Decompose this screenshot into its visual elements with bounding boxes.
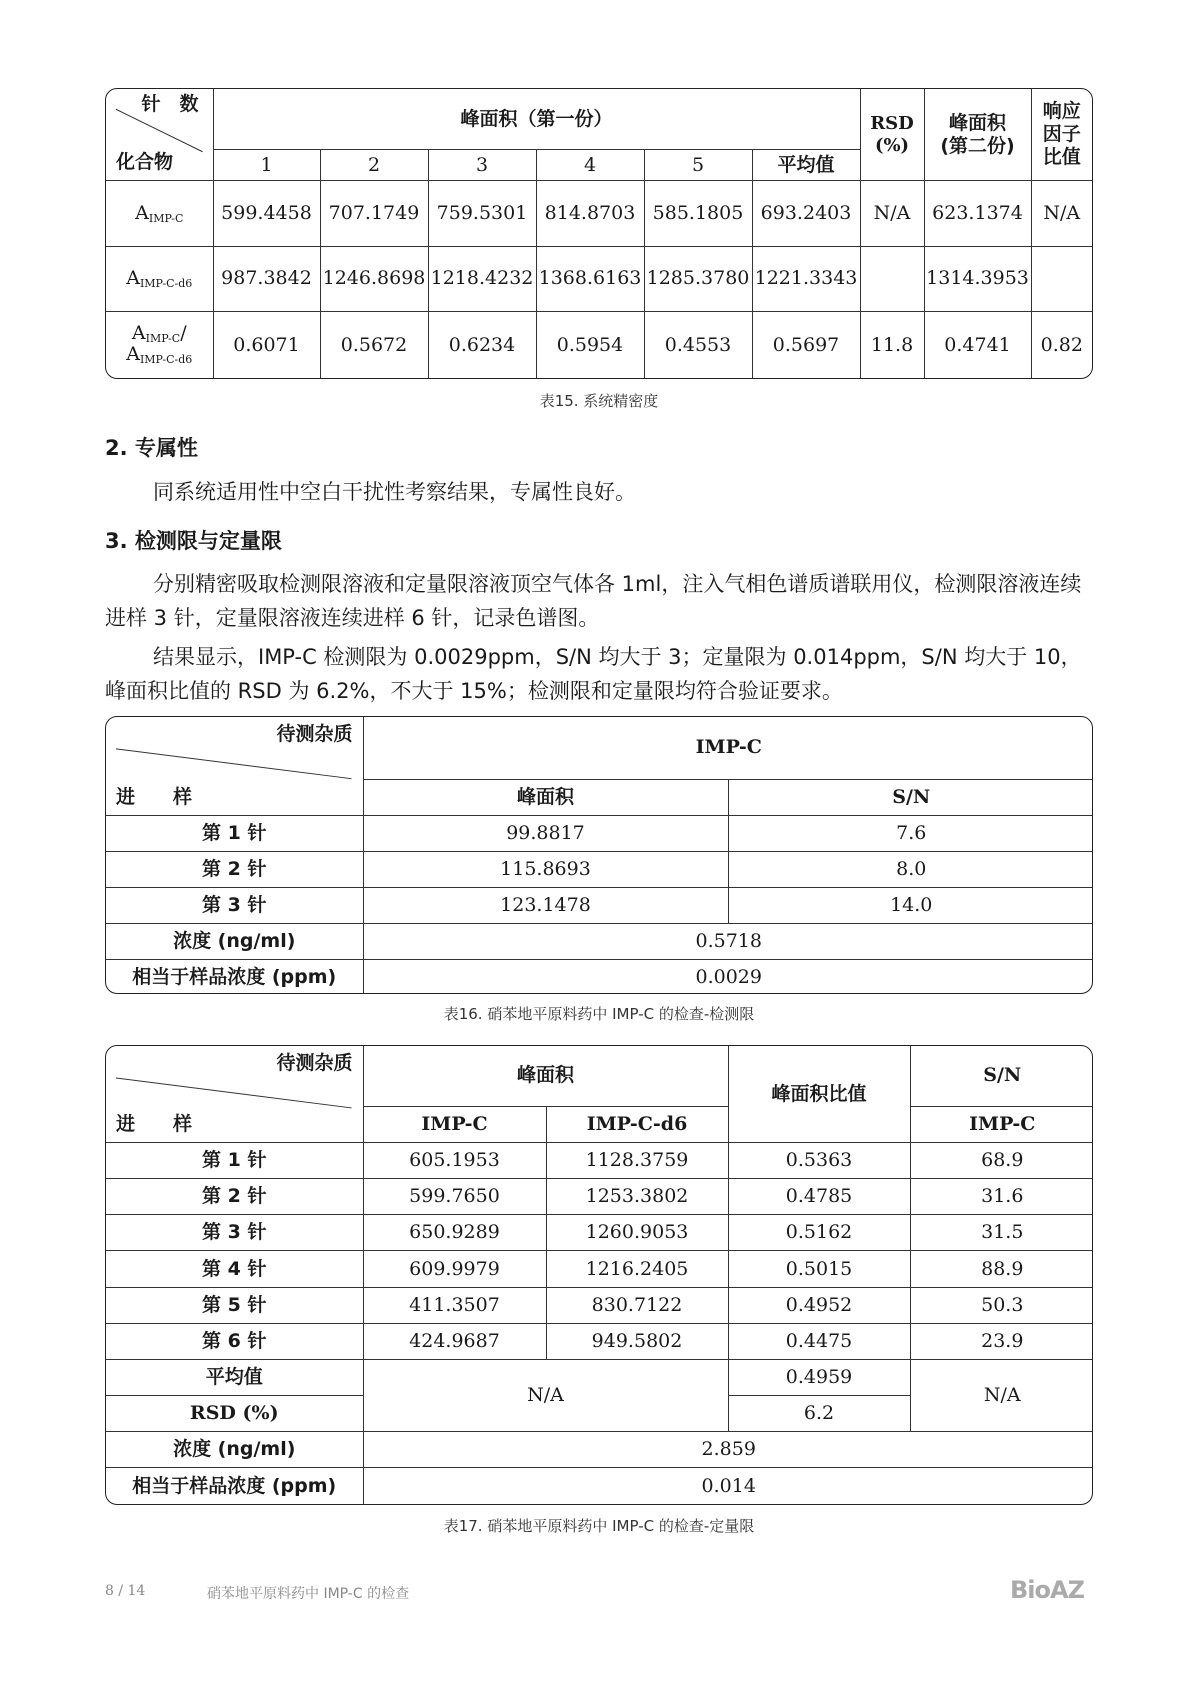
value-cell: 1218.4232 bbox=[428, 246, 536, 311]
rsd-value: 6.2 bbox=[728, 1396, 910, 1432]
value-cell: 1368.6163 bbox=[536, 246, 644, 311]
table-caption: 表15. 系统精密度 bbox=[539, 392, 659, 410]
response-cell: N/A bbox=[1031, 181, 1092, 246]
table-row bbox=[106, 815, 1093, 851]
table-row bbox=[106, 311, 1092, 378]
corner-top-label: 待测杂质 bbox=[276, 723, 353, 745]
group-header: IMP-C bbox=[363, 717, 1093, 779]
inj-header: 3 bbox=[428, 149, 536, 180]
value-cell: 599.4458 bbox=[213, 181, 320, 246]
peak2-cell: 0.4741 bbox=[924, 311, 1031, 378]
table-row bbox=[106, 181, 1092, 246]
sn-header: S/N bbox=[910, 1046, 1093, 1106]
sn-cell: 23.9 bbox=[910, 1323, 1093, 1359]
ratio-cell: 0.4475 bbox=[728, 1323, 910, 1359]
row-label: 浓度 (ng/ml) bbox=[106, 923, 363, 959]
row-label: 第 2 针 bbox=[106, 851, 363, 887]
impc-cell: 605.1953 bbox=[363, 1142, 546, 1178]
impc-cell: 599.7650 bbox=[363, 1179, 546, 1215]
paragraph: 同系统适用性中空白干扰性考察结果，专属性良好。 bbox=[153, 480, 636, 504]
group-header: 峰面积（第一份） bbox=[213, 89, 860, 149]
impc-cell: 650.9289 bbox=[363, 1215, 546, 1251]
corner-bottom-label: 进 样 bbox=[116, 785, 193, 808]
paragraph: 分别精密吸取检测限溶液和定量限溶液顶空气体各 1ml，注入气相色谱质谱联用仪，检测限溶液连续进样 3 针，定量限溶液连续进样 6 针，记录色谱图。 bbox=[105, 572, 1082, 630]
table-row bbox=[106, 1142, 1093, 1178]
peak-cell: 99.8817 bbox=[363, 815, 728, 851]
peak2-cell: 623.1374 bbox=[924, 181, 1031, 246]
paragraph: 结果显示，IMP-C 检测限为 0.0029ppm，S/N 均大于 3；定量限为 0.014ppm，S/N 均大于 10，峰面积比值的 RSD 为 6.2%，不大于 15%；检测限和定量限均符合验证要求。 bbox=[105, 645, 1082, 703]
value-cell: 1246.8698 bbox=[320, 246, 428, 311]
table-row bbox=[106, 1179, 1093, 1215]
corner-bottom-label: 化合物 bbox=[116, 151, 174, 174]
response-cell: 0.82 bbox=[1031, 311, 1092, 378]
row-label: 第 1 针 bbox=[106, 1142, 363, 1178]
col-header-peak: 峰面积 bbox=[363, 779, 728, 815]
peak2-cell: 1314.3953 bbox=[924, 246, 1031, 311]
ratio-cell: 0.4952 bbox=[728, 1287, 910, 1323]
impcd6-cell: 830.7122 bbox=[546, 1287, 728, 1323]
inj-header: 4 bbox=[536, 149, 644, 180]
value-cell: 987.3842 bbox=[213, 246, 320, 311]
sn-cell: 7.6 bbox=[728, 815, 1093, 851]
value-cell: 0.4553 bbox=[644, 311, 752, 378]
row-label: 第 4 针 bbox=[106, 1251, 363, 1287]
sub-header-impcd6: IMP-C-d6 bbox=[546, 1106, 728, 1142]
ratio-cell: 0.5363 bbox=[728, 1142, 910, 1178]
table-system-precision bbox=[105, 88, 1093, 379]
table-row bbox=[106, 959, 1093, 994]
table-caption: 表16. 硝苯地平原料药中 IMP-C 的检查-检测限 bbox=[443, 1005, 755, 1023]
section-heading: 3. 检测限与定量限 bbox=[105, 529, 282, 553]
table-row bbox=[106, 246, 1092, 311]
inj-header: 1 bbox=[213, 149, 320, 180]
value-cell: 814.8703 bbox=[536, 181, 644, 246]
row-label: 平均值 bbox=[106, 1359, 363, 1395]
inj-header: 平均值 bbox=[752, 149, 860, 180]
table-row bbox=[106, 887, 1093, 923]
peak-header: 峰面积 bbox=[363, 1046, 728, 1106]
row-label: 相当于样品浓度 (ppm) bbox=[106, 1468, 363, 1504]
brand-logo: BioAZ bbox=[1010, 1576, 1084, 1604]
response-factor-header: 响应因子比值 bbox=[1031, 89, 1092, 181]
table-row bbox=[106, 1251, 1093, 1287]
row-label: $A_{IMP-C-d6}$ bbox=[106, 246, 213, 311]
inj-header: 2 bbox=[320, 149, 428, 180]
sn-cell: 8.0 bbox=[728, 851, 1093, 887]
sub-header-impc: IMP-C bbox=[363, 1106, 546, 1142]
sn-cell: 31.5 bbox=[910, 1215, 1093, 1251]
ratio-header: 峰面积比值 bbox=[728, 1046, 910, 1142]
impcd6-cell: 1128.3759 bbox=[546, 1142, 728, 1178]
inj-header: 5 bbox=[644, 149, 752, 180]
corner-header-cell bbox=[106, 1046, 363, 1142]
value-cell: 0.5954 bbox=[536, 311, 644, 378]
value-cell: 1285.3780 bbox=[644, 246, 752, 311]
sn-sub-header: IMP-C bbox=[910, 1106, 1093, 1142]
rsd-cell: 11.8 bbox=[860, 311, 924, 378]
table-row bbox=[106, 1359, 1093, 1395]
row-label: 第 2 针 bbox=[106, 1179, 363, 1215]
impc-cell: 609.9979 bbox=[363, 1251, 546, 1287]
corner-header-cell bbox=[106, 89, 213, 181]
table-caption: 表17. 硝苯地平原料药中 IMP-C 的检查-定量限 bbox=[443, 1517, 755, 1535]
table-row bbox=[106, 1323, 1093, 1359]
peak-cell: 123.1478 bbox=[363, 887, 728, 923]
row-label: 第 6 针 bbox=[106, 1323, 363, 1359]
sn-cell: 68.9 bbox=[910, 1142, 1093, 1178]
sn-cell: 14.0 bbox=[728, 887, 1093, 923]
impcd6-cell: 1260.9053 bbox=[546, 1215, 728, 1251]
row-label: 第 3 针 bbox=[106, 1215, 363, 1251]
na-cell: N/A bbox=[910, 1359, 1093, 1431]
avg-value: 0.4959 bbox=[728, 1359, 910, 1395]
ratio-cell: 0.5015 bbox=[728, 1251, 910, 1287]
table-row bbox=[106, 851, 1093, 887]
row-label: RSD (%) bbox=[106, 1396, 363, 1432]
row-label: $A_{IMP-C}$ bbox=[106, 181, 213, 246]
table-row bbox=[106, 1287, 1093, 1323]
sample-conc-value: 0.014 bbox=[363, 1468, 1093, 1504]
row-label: 浓度 (ng/ml) bbox=[106, 1432, 363, 1468]
value-cell: 759.5301 bbox=[428, 181, 536, 246]
rsd-cell: N/A bbox=[860, 181, 924, 246]
row-label: 第 5 针 bbox=[106, 1287, 363, 1323]
table-quantitation-limit bbox=[105, 1045, 1093, 1505]
table-detection-limit bbox=[105, 716, 1093, 994]
impc-cell: 424.9687 bbox=[363, 1323, 546, 1359]
value-cell: 693.2403 bbox=[752, 181, 860, 246]
peak-cell: 115.8693 bbox=[363, 851, 728, 887]
response-cell bbox=[1031, 246, 1092, 311]
value-cell: 0.6234 bbox=[428, 311, 536, 378]
row-label: 相当于样品浓度 (ppm) bbox=[106, 959, 363, 994]
table-row bbox=[106, 1432, 1093, 1468]
page-number: 8 / 14 bbox=[105, 1583, 146, 1599]
value-cell: 0.5672 bbox=[320, 311, 428, 378]
section-heading: 2. 专属性 bbox=[105, 436, 198, 460]
rsd-cell bbox=[860, 246, 924, 311]
peak2-header: 峰面积 (第二份) bbox=[924, 89, 1031, 181]
corner-top-label: 待测杂质 bbox=[276, 1052, 353, 1074]
value-cell: 707.1749 bbox=[320, 181, 428, 246]
ratio-cell: 0.5162 bbox=[728, 1215, 910, 1251]
footer-title: 硝苯地平原料药中 IMP-C 的检查 bbox=[207, 1586, 410, 1602]
conc-value: 2.859 bbox=[363, 1432, 1093, 1468]
row-label: 第 1 针 bbox=[106, 815, 363, 851]
value-cell: 1221.3343 bbox=[752, 246, 860, 311]
row-label: 第 3 针 bbox=[106, 887, 363, 923]
corner-header-cell bbox=[106, 717, 363, 815]
impc-cell: 411.3507 bbox=[363, 1287, 546, 1323]
table-row bbox=[106, 1215, 1093, 1251]
conc-value: 0.5718 bbox=[363, 923, 1093, 959]
sn-cell: 88.9 bbox=[910, 1251, 1093, 1287]
value-cell: 0.5697 bbox=[752, 311, 860, 378]
value-cell: 0.6071 bbox=[213, 311, 320, 378]
impcd6-cell: 1216.2405 bbox=[546, 1251, 728, 1287]
sn-cell: 50.3 bbox=[910, 1287, 1093, 1323]
sn-cell: 31.6 bbox=[910, 1179, 1093, 1215]
col-header-sn: S/N bbox=[728, 779, 1093, 815]
ratio-cell: 0.4785 bbox=[728, 1179, 910, 1215]
row-label: $A_{IMP-C}/$ $A_{IMP-C-d6}$ bbox=[106, 311, 213, 378]
value-cell: 585.1805 bbox=[644, 181, 752, 246]
na-cell: N/A bbox=[363, 1359, 728, 1431]
impcd6-cell: 949.5802 bbox=[546, 1323, 728, 1359]
impcd6-cell: 1253.3802 bbox=[546, 1179, 728, 1215]
corner-top-label: 针 数 bbox=[141, 93, 199, 115]
sample-conc-value: 0.0029 bbox=[363, 959, 1093, 994]
corner-bottom-label: 进 样 bbox=[116, 1113, 193, 1136]
rsd-header: RSD (%) bbox=[860, 89, 924, 181]
table-row bbox=[106, 1468, 1093, 1504]
table-row bbox=[106, 923, 1093, 959]
